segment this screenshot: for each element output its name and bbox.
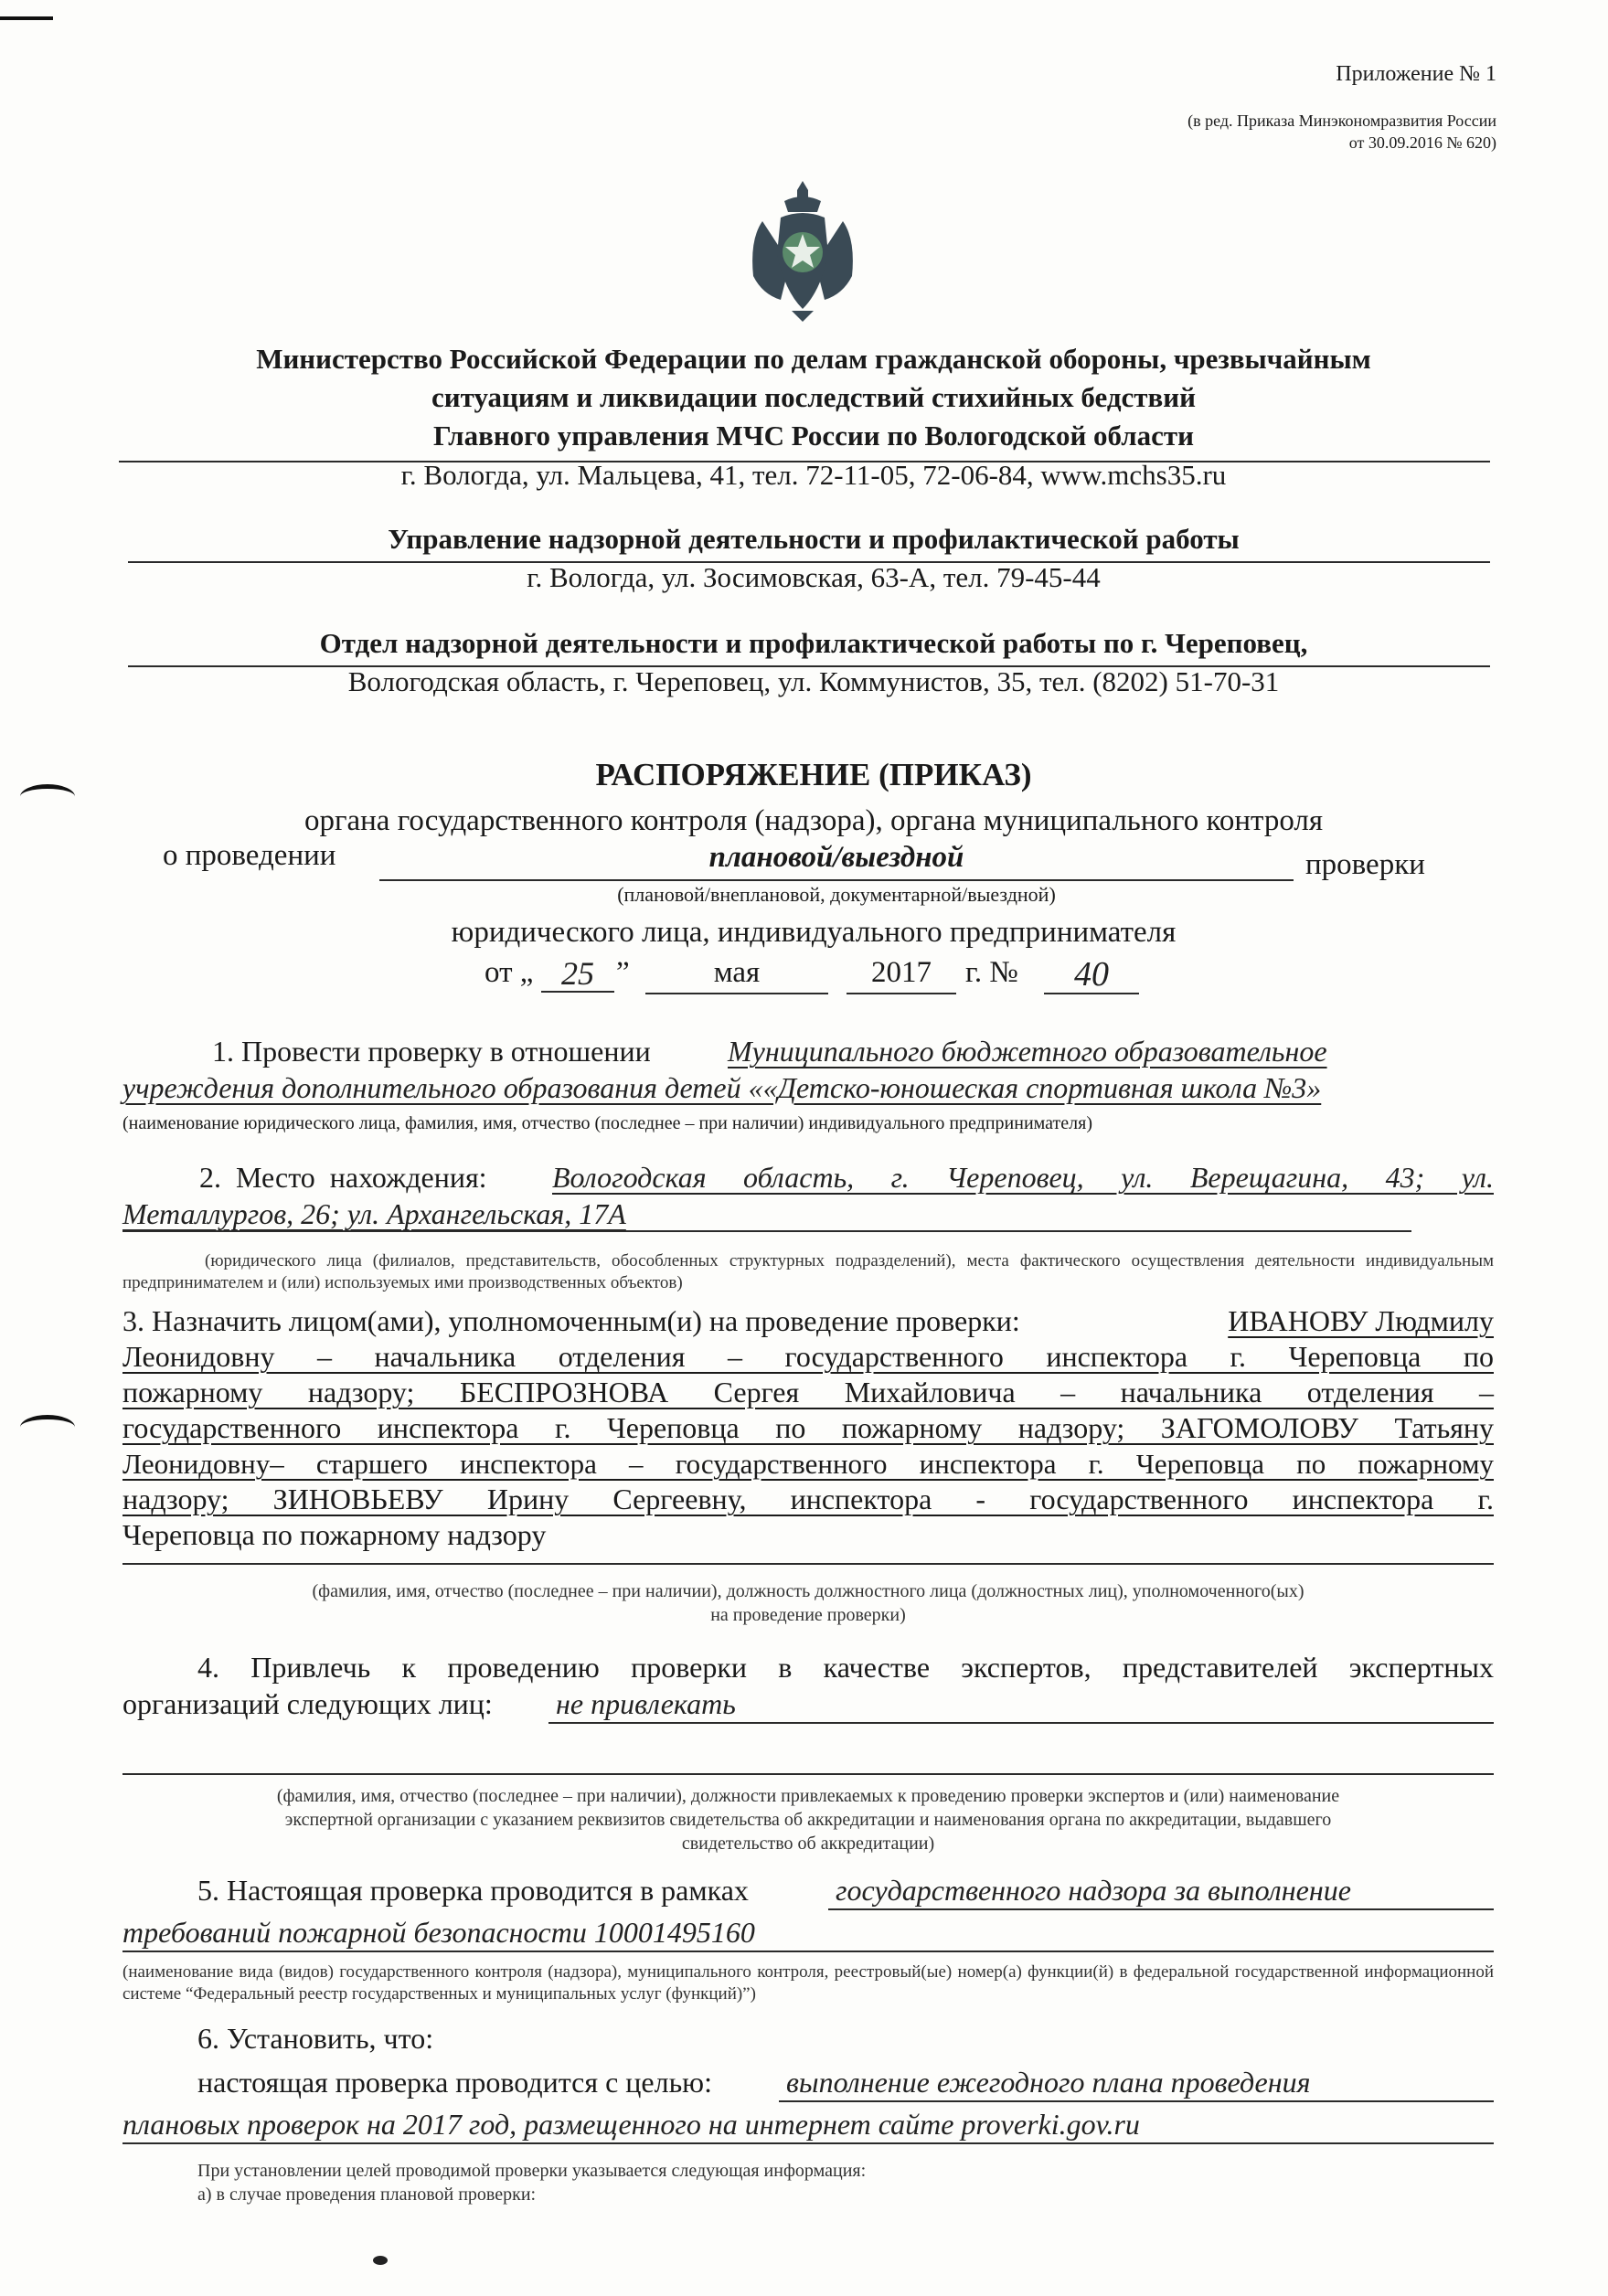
field-line	[122, 1563, 1494, 1565]
ministry-line: Главного управления МЧС России по Вологодской области	[432, 420, 1195, 452]
item6-note	[197, 2159, 866, 2206]
field-line	[779, 2100, 1494, 2102]
item5-value: государственного надзора за выполнение	[836, 1874, 1351, 1907]
punch-hole	[20, 1415, 75, 1440]
item5-label: 5. Настоящая проверка проводится в рамках	[197, 1874, 749, 1907]
ministry-address: г. Вологда, ул. Мальцева, 41, тел. 72-11-05, 72-06-84, www.mchs35.ru	[400, 459, 1227, 491]
item1-value: Муниципального бюджетного образовательное	[728, 1035, 1327, 1068]
field-line	[122, 1773, 1494, 1775]
field-line	[122, 1951, 1494, 1952]
item2-value: Вологодская область, г. Череповец, ул. Верещагина, 43; ул.	[552, 1161, 1494, 1194]
about-prefix: о проведении	[163, 839, 336, 872]
item1-caption: (наименование юридического лица, фамилия, имя, отчество (последнее – при наличии) индивидуального предпринимателя)	[122, 1113, 1092, 1133]
revision-line: от 30.09.2016 № 620)	[1348, 133, 1496, 152]
item3-line: Череповца по пожарному надзору	[122, 1518, 547, 1551]
title-line: органа государственного контроля (надзора), органа муниципального контроля	[303, 804, 1324, 837]
item3-line: надзору; ЗИНОВЬЕВУ Ирину Сергеевну, инспектора - государственного инспектора г.	[122, 1483, 1494, 1515]
item2-caption: (юридического лица (филиалов, представительств, обособленных структурных подразделений), места фактического осуществления деятельности индивидуальным предпринимателем и (или) используемых ими производственных объектов)	[122, 1251, 1494, 1292]
field-line	[122, 1230, 1411, 1232]
item5-value: требований пожарной безопасности 10001495160	[122, 1916, 755, 1949]
item4-caption	[122, 1784, 1494, 1855]
caption-line: (фамилия, имя, отчество (последнее – при наличии), должности привлекаемых к проведению проверки экспертов и (или) наименование	[276, 1786, 1340, 1806]
appendix-label: Приложение № 1	[1336, 62, 1496, 86]
date-from: от „	[485, 956, 534, 989]
item3-line: пожарному надзору; БЕСПРОЗНОВА Сергея Михайловича – начальника отделения –	[122, 1376, 1494, 1408]
item3-line: Леонидовну– старшего инспектора – государственного инспектора г. Череповца по пожарному	[122, 1448, 1494, 1480]
field-line	[548, 1722, 1494, 1724]
item2-label: 2. Место нахождения:	[199, 1161, 487, 1194]
field-line	[828, 1908, 1494, 1910]
field-line	[122, 2142, 1494, 2144]
item3-label: 3. Назначить лицом(ами), уполномоченным(и) на проведение проверки:	[122, 1304, 1020, 1337]
emchs-emblem-icon	[744, 174, 861, 329]
item4-label: организаций следующих лиц:	[122, 1687, 493, 1720]
item3-line	[122, 1303, 1494, 1339]
quote-mark: ”	[616, 956, 630, 989]
caption-line: свидетельство об аккредитации)	[681, 1834, 935, 1854]
item5-caption: (наименование вида (видов) государственного контроля (надзора), муниципального контроля, реестровый(ые) номер(а) функции(й) в федеральной государственной информационной системе “Федеральный реестр государственных и муниципальных услуг (функций)”)	[122, 1962, 1494, 2004]
item3-text	[122, 1303, 1494, 1553]
about-suffix: проверки	[1305, 848, 1425, 881]
caption-line: экспертной организации с указанием реквизитов свидетельства об аккредитации и наименования органа по аккредитации, выдавшего	[284, 1810, 1332, 1830]
division-address: Вологодская область, г. Череповец, ул. Коммунистов, 35, тел. (8202) 51-70-31	[347, 665, 1280, 697]
ink-dot	[373, 2256, 388, 2265]
item3-line: Леонидовну – начальника отделения – государственного инспектора г. Череповца по	[122, 1340, 1494, 1373]
caption-line: (фамилия, имя, отчество (последнее – при наличии), должность должностного лица (должностных лиц), уполномоченного(ых)	[312, 1581, 1305, 1601]
note-line: При установлении целей проводимой проверки указывается следующая информация:	[197, 2161, 867, 2181]
item6-value: выполнение ежегодного плана проведения	[786, 2066, 1311, 2099]
document-title: РАСПОРЯЖЕНИЕ (ПРИКАЗ)	[595, 757, 1032, 792]
check-type-caption: (плановой/внеплановой, документарной/выездной)	[617, 883, 1056, 906]
department-name: Управление надзорной деятельности и профилактической работы	[388, 523, 1240, 555]
item1-value: учреждения дополнительного образования детей ««Детско-юношеская спортивная школа №3»	[122, 1071, 1322, 1104]
date-year: 2017	[847, 956, 956, 994]
division-name: Отдел надзорной деятельности и профилактической работы по г. Череповец,	[319, 627, 1308, 659]
revision-line: (в ред. Приказа Минэкономразвития России	[1187, 112, 1496, 130]
item4-value: не привлекать	[556, 1687, 736, 1720]
check-type-field: плановой/выездной	[379, 841, 1294, 881]
item6-line: 6. Установить, что:	[197, 2022, 434, 2055]
ministry-line: ситуациям и ликвидации последствий стихийных бедствий	[431, 381, 1196, 413]
ministry-line: Министерство Российской Федерации по делам гражданской обороны, чрезвычайным	[256, 343, 1371, 375]
item3-caption	[122, 1579, 1494, 1627]
punch-hole	[20, 784, 75, 809]
revision-note	[1187, 110, 1496, 154]
item6-value: плановых проверок на 2017 год, размещенного на интернет сайте proverki.gov.ru	[122, 2108, 1140, 2141]
item1-label: 1. Провести проверку в отношении	[212, 1035, 651, 1068]
scan-mark	[0, 16, 53, 20]
item3-value: ИВАНОВУ Людмилу	[1228, 1304, 1494, 1337]
date-from-label: от	[485, 956, 513, 989]
date-month: мая	[645, 956, 828, 994]
item3-line: государственного инспектора г. Череповца по пожарному надзору; ЗАГОМОЛОВУ Татьяну	[122, 1411, 1494, 1444]
department-address: г. Вологда, ул. Зосимовская, 63-А, тел. 79-45-44	[527, 561, 1101, 593]
date-year-suffix: г. №	[965, 956, 1018, 989]
item4-line: 4. Привлечь к проведению проверки в качестве экспертов, представителей экспертных	[197, 1651, 1494, 1684]
title-line: юридического лица, индивидуального предпринимателя	[451, 916, 1177, 949]
caption-line: на проведение проверки)	[710, 1605, 906, 1625]
date-day: 25	[541, 954, 614, 993]
note-line: а) в случае проведения плановой проверки:	[197, 2184, 537, 2205]
order-number: 40	[1044, 954, 1139, 994]
item2-value: Металлургов, 26; ул. Архангельская, 17А	[122, 1197, 626, 1230]
item6-label: настоящая проверка проводится с целью:	[197, 2066, 712, 2099]
ministry-block	[137, 340, 1490, 455]
